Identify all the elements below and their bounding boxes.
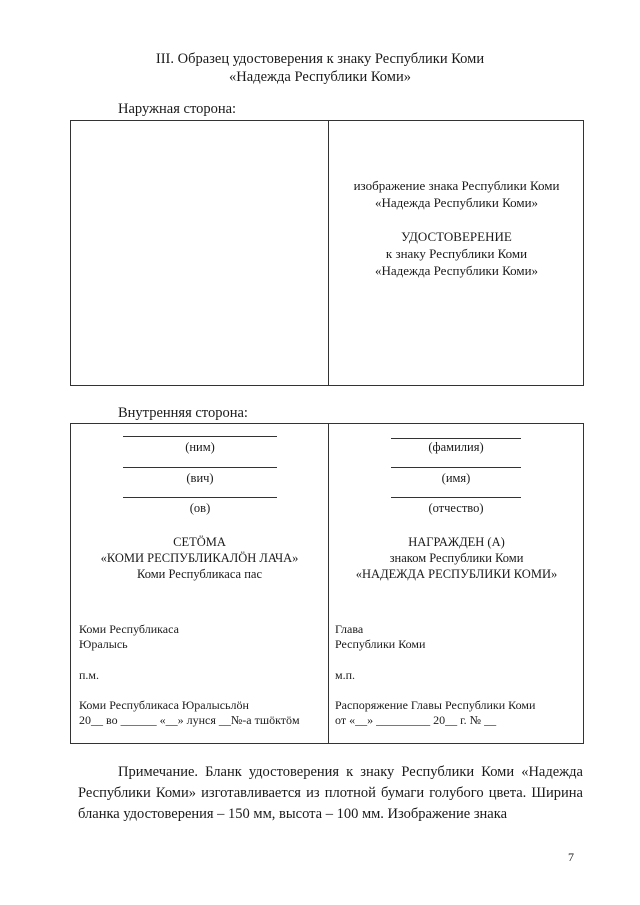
patronymic-line-komi xyxy=(123,467,277,468)
russian-signatory xyxy=(335,622,425,652)
russian-order-line2: от «__» _________ 20__ г. № __ xyxy=(335,713,497,727)
outer-image-caption-name: «Надежда Республики Коми» xyxy=(374,195,539,210)
outer-image-caption: изображение знака Республики Коми xyxy=(353,178,560,193)
komi-signatory-line2: Юралысь xyxy=(79,637,128,651)
komi-order xyxy=(79,698,300,728)
inner-side-label: Внутренняя сторона: xyxy=(118,405,248,421)
komi-order-line1: Коми Республикаса Юралысьлöн xyxy=(79,698,249,712)
surname-line-komi xyxy=(123,497,277,498)
komi-order-line2: 20__ во ______ «__» лунся __№-а тшöктöм xyxy=(79,713,300,727)
first-name-line xyxy=(391,467,521,468)
russian-signatory-line2: Республики Коми xyxy=(335,637,426,651)
field-label-surname: (фамилия) xyxy=(428,440,484,454)
note-paragraph xyxy=(78,762,583,825)
russian-award-block xyxy=(329,534,584,582)
heading-line-2: «Надежда Республики Коми» xyxy=(229,69,411,85)
name-line xyxy=(123,436,277,437)
komi-award-subtitle: Коми Республикаса пас xyxy=(137,567,262,581)
russian-stamp-place: м.п. xyxy=(335,668,356,682)
certificate-subtitle: к знаку Республики Коми xyxy=(385,246,528,261)
russian-award-subtitle: знаком Республики Коми xyxy=(389,551,524,565)
outer-side-box xyxy=(70,120,584,386)
patronymic-line xyxy=(391,497,521,498)
komi-award-title: СЕТÖМА xyxy=(173,535,226,549)
field-label-nim: (ним) xyxy=(185,440,215,454)
russian-order xyxy=(335,698,535,728)
note-text: Примечание. Бланк удостоверения к знаку Республики Коми «Надежда Республики Коми» изготавливается из плотной бумаги голубого цвета. Ширина бланка удостоверения – 150 мм, высота – 100 мм. Изображение знака xyxy=(78,764,583,822)
komi-award-block xyxy=(71,534,328,582)
field-label-ov: (ов) xyxy=(189,501,211,515)
komi-signatory-line1: Коми Республикаса xyxy=(79,622,179,636)
certificate-title: УДОСТОВЕРЕНИЕ xyxy=(401,229,512,244)
outer-side-label: Наружная сторона: xyxy=(118,101,237,117)
komi-stamp-place: п.м. xyxy=(79,668,100,682)
certificate-award-name: «Надежда Республики Коми» xyxy=(374,263,539,278)
russian-order-line1: Распоряжение Главы Республики Коми xyxy=(335,698,536,712)
outer-right-panel xyxy=(329,177,584,279)
russian-award-title: НАГРАЖДЕН (А) xyxy=(408,535,505,549)
komi-award-name: «КОМИ РЕСПУБЛИКАЛÖН ЛАЧА» xyxy=(100,551,299,565)
field-label-first-name: (имя) xyxy=(441,471,471,485)
inner-divider xyxy=(328,424,329,743)
page-number: 7 xyxy=(568,850,574,864)
field-label-vich: (вич) xyxy=(186,471,214,485)
heading-line-1: III. Образец удостоверения к знаку Республики Коми xyxy=(155,51,485,67)
field-label-patronymic: (отчество) xyxy=(428,501,484,515)
komi-signatory xyxy=(79,622,179,652)
russian-award-name: «НАДЕЖДА РЕСПУБЛИКИ КОМИ» xyxy=(355,567,558,581)
page-heading xyxy=(0,50,640,86)
inner-side-box xyxy=(70,423,584,744)
russian-signatory-line1: Глава xyxy=(335,622,364,636)
